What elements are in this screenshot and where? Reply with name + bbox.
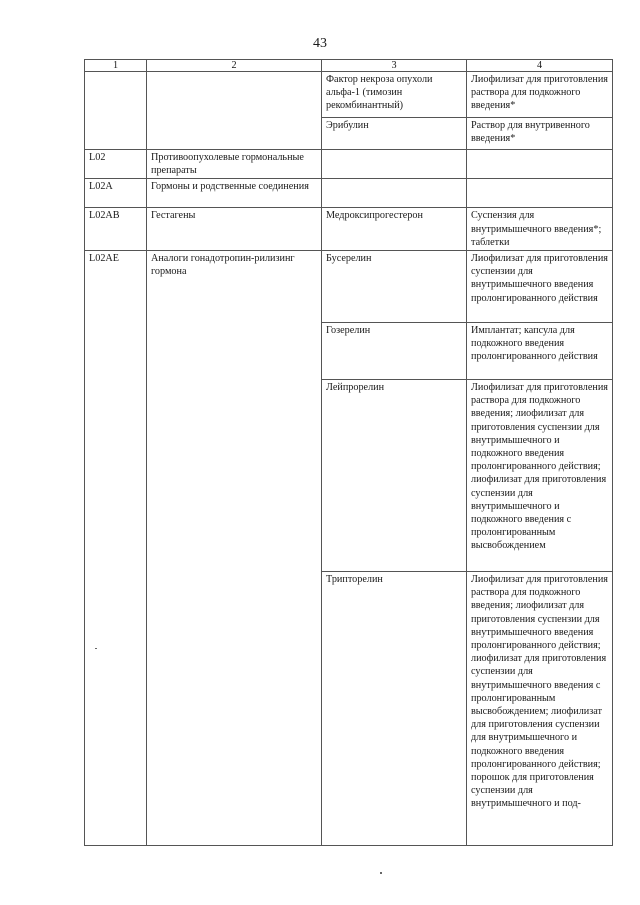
scan-speck <box>380 872 382 874</box>
dosage-form-cell: Лиофилизат для приготовления суспензии для внутримышечного введения пролонгированного действия <box>467 251 613 323</box>
atc-code-cell: L02A <box>85 179 147 208</box>
atc-code-cell: L02AB <box>85 208 147 251</box>
group-name-cell: Гормоны и родственные соединения <box>147 179 322 208</box>
table-row <box>85 251 613 323</box>
table-header-row <box>85 60 613 72</box>
medicines-table <box>84 59 613 846</box>
table-row <box>85 150 613 179</box>
table-row <box>85 72 613 118</box>
column-header-4: 4 <box>467 60 613 72</box>
drug-name-cell <box>322 179 467 208</box>
dosage-form-cell: Имплантат; капсула для подкожного введения пролонгированного действия <box>467 323 613 380</box>
drug-name-cell: Эрибулин <box>322 118 467 150</box>
drug-name-cell: Лейпрорелин <box>322 380 467 572</box>
scan-speck <box>95 648 97 649</box>
drug-name-cell: Медроксипрогестерон <box>322 208 467 251</box>
table-row <box>85 179 613 208</box>
group-name-cell: Противоопухолевые гормональные препараты <box>147 150 322 179</box>
dosage-form-cell: Лиофилизат для приготовления раствора для подкожного введения; лиофилизат для приготовления суспензии для внутримышечного и подкожного введения пролонгированного действия; лиофилизат для приготовления суспензии для внутримышечного и подкожного введения с пролонгированным высвобождением <box>467 380 613 572</box>
drug-name-cell <box>322 150 467 179</box>
group-name-cell: Гестагены <box>147 208 322 251</box>
atc-code-cell <box>85 72 147 150</box>
dosage-form-cell: Лиофилизат для приготовления раствора для подкожного введения; лиофилизат для приготовления суспензии для внутримышечного введения пролонгированного действия; лиофилизат для приготовления суспензии для внутримышечного введения с пролонгированным высвобождением; лиофилизат для приготовления суспензии для внутримышечного и подкожного введения пролонгированного действия; порошок для приготовления суспензии для внутримышечного и под- <box>467 572 613 846</box>
drug-name-cell: Фактор некроза опухоли альфа-1 (тимозин рекомбинантный) <box>322 72 467 118</box>
table-row <box>85 208 613 251</box>
column-header-3: 3 <box>322 60 467 72</box>
atc-code-cell: L02AE <box>85 251 147 846</box>
page-number: 43 <box>313 36 327 51</box>
drug-name-cell: Трипторелин <box>322 572 467 846</box>
group-name-cell <box>147 72 322 150</box>
drug-name-cell: Бусерелин <box>322 251 467 323</box>
dosage-form-cell: Раствор для внутривенного введения* <box>467 118 613 150</box>
drug-name-cell: Гозерелин <box>322 323 467 380</box>
group-name-cell: Аналоги гонадотропин-рилизинг гормона <box>147 251 322 846</box>
column-header-1: 1 <box>85 60 147 72</box>
dosage-form-cell <box>467 150 613 179</box>
dosage-form-cell: Суспензия для внутримышечного введения*; таблетки <box>467 208 613 251</box>
dosage-form-cell <box>467 179 613 208</box>
atc-code-cell: L02 <box>85 150 147 179</box>
dosage-form-cell: Лиофилизат для приготовления раствора для подкожного введения* <box>467 72 613 118</box>
column-header-2: 2 <box>147 60 322 72</box>
